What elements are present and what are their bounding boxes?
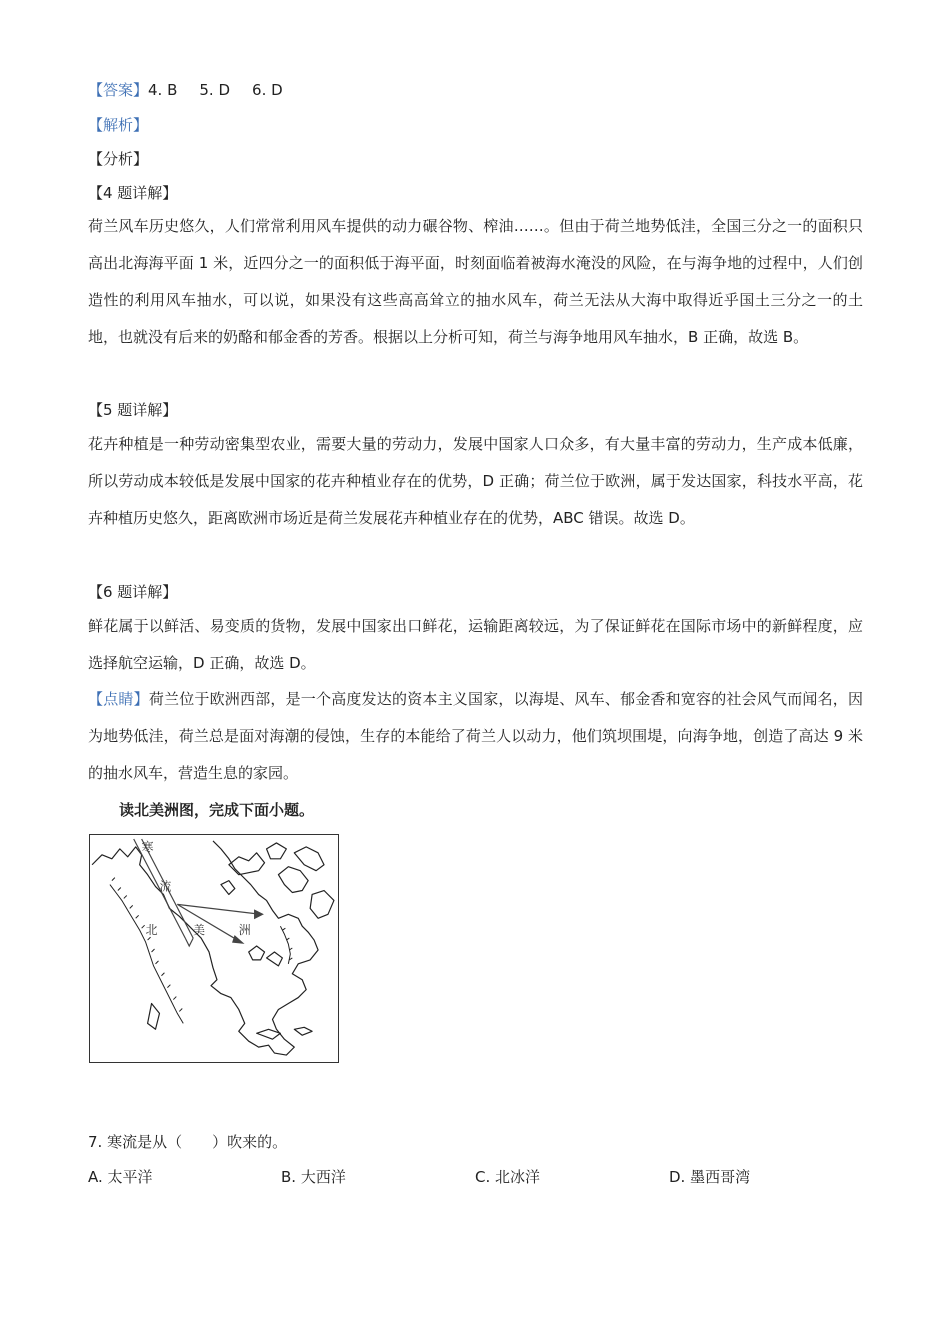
q4-title: 【4 题详解】	[88, 184, 178, 202]
answer-4: 4. B	[148, 81, 178, 99]
answer-6: 6. D	[252, 81, 283, 99]
map-label-cold: 寒	[141, 839, 154, 854]
dianjing-text: 荷兰位于欧洲西部，是一个高度发达的资本主义国家，以海堤、风车、郁金香和宽容的社会风气而闻名，因为地势低洼，荷兰总是面对海潮的侵蚀，生存的本能给了荷兰人以动力，他们筑坝围堤，向海争地，创造了高达 9 米的抽水风车，营造生息的家园。	[88, 690, 863, 782]
dianjing-paragraph	[88, 681, 863, 792]
q7-option-c[interactable]: C. 北冰洋	[475, 1168, 541, 1186]
q5-text: 花卉种植是一种劳动密集型农业，需要大量的劳动力，发展中国家人口众多，有大量丰富的劳动力，生产成本低廉，所以劳动成本较低是发展中国家的花卉种植业存在的优势，D 正确；荷兰位于欧洲，属于发达国家，科技水平高，花卉种植历史悠久，距离欧洲市场近是荷兰发展花卉种植业存在的优势，ABC 错误。故选 D。	[88, 435, 863, 527]
q7-option-d[interactable]: D. 墨西哥湾	[669, 1168, 751, 1186]
map-label-zhou: 洲	[238, 923, 251, 938]
answer-5: 5. D	[199, 81, 231, 99]
q5-title: 【5 题详解】	[88, 401, 178, 419]
map-label-bei: 北	[145, 923, 158, 938]
answer-label: 【答案】	[88, 81, 149, 99]
analysis-label: 【解析】	[88, 116, 149, 134]
q6-title: 【6 题详解】	[88, 583, 178, 601]
north-america-map	[89, 834, 339, 1063]
q7-stem: 7. 寒流是从（ ）吹来的。	[88, 1133, 288, 1151]
q4-text: 荷兰风车历史悠久，人们常常利用风车提供的动力碾谷物、榨油……。但由于荷兰地势低洼，全国三分之一的面积只高出北海海平面 1 米，近四分之一的面积低于海平面，时刻面临着被海水淹没的风险，在与海争地的过程中，人们创造性的利用风车抽水，可以说，如果没有这些高高耸立的抽水风车，荷兰无法从大海中取得近乎国土三分之一的土地，也就没有后来的奶酪和郁金香的芳香。根据以上分析可知，荷兰与海争地用风车抽水，B 正确，故选 B。	[88, 217, 863, 346]
map-intro: 读北美洲图，完成下面小题。	[119, 801, 315, 819]
q7-option-a[interactable]: A. 太平洋	[88, 1168, 153, 1186]
answer-line	[88, 80, 305, 100]
north-america-outline-image	[90, 835, 338, 1062]
q7-option-b[interactable]: B. 大西洋	[281, 1168, 346, 1186]
dianjing-label: 【点睛】	[88, 690, 149, 708]
fenxi-label: 【分析】	[88, 150, 149, 168]
map-label-flow: 流	[159, 879, 172, 894]
map-label-mei: 美	[193, 923, 206, 938]
q6-text: 鲜花属于以鲜活、易变质的货物，发展中国家出口鲜花，运输距离较远，为了保证鲜花在国际市场中的新鲜程度，应选择航空运输，D 正确，故选 D。	[88, 617, 863, 672]
